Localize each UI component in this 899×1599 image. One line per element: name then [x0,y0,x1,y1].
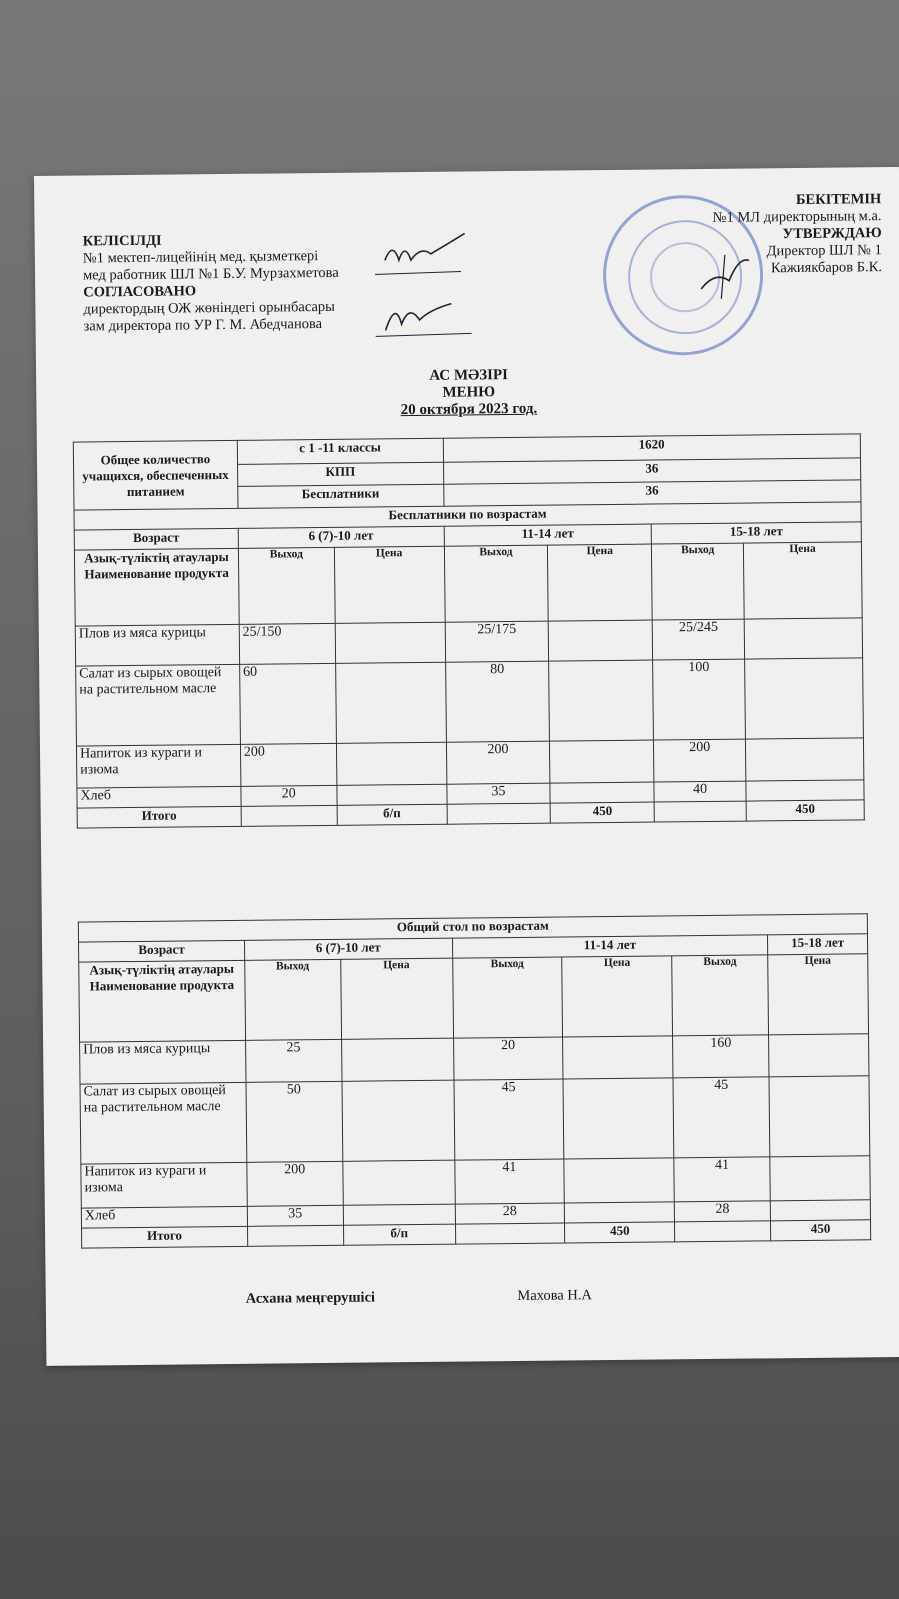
output-value: 25/175 [445,621,549,662]
deputy-ru: зам директора по УР Г. М. Абедчанова [83,315,323,335]
output-value: 160 [673,1035,769,1078]
table-caption: Общий стол по возрастам [78,914,867,942]
summary-row-label: Бесплатники [238,484,444,508]
director-kz: №1 МЛ директорының м.а. [712,208,882,226]
free-meals-table [73,433,865,828]
general-meals-table [78,913,871,1248]
output-value: 200 [446,741,550,784]
summary-row-value: 36 [443,480,861,506]
output-value: 35 [446,783,550,804]
document-title [36,363,899,423]
output-value: 28 [455,1203,565,1224]
output-value: 45 [454,1079,565,1160]
age-group: 6 (7)-10 лет [244,938,452,960]
product-header: Азық-түліктің атаулары Наименование продукта [79,960,246,1042]
agreed-kz: КЕЛІСІЛДІ [82,232,162,250]
output-value: 41 [454,1159,564,1204]
output-value: 200 [654,739,746,782]
price-header: Цена [340,958,453,1039]
output-header: Выход [238,547,335,624]
summary-row-value: 1620 [443,434,861,462]
age-label: Возраст [74,528,238,550]
summary-row-label: КПП [237,462,443,486]
age-group: 11-14 лет [444,524,652,546]
age-group: 15-18 лет [651,522,861,544]
summary-row-label: с 1 -11 классы [237,438,443,464]
total-value: 450 [551,802,655,823]
total-value: б/п [337,804,447,825]
canteen-head-role: Асхана меңгерушісі [245,1289,376,1307]
output-value: 45 [673,1077,770,1158]
age-group: 15-18 лет [768,934,868,955]
product-name: Напиток из кураги и изюма [81,1162,247,1208]
output-header: Выход [245,959,342,1040]
price-header: Цена [548,544,653,621]
canteen-head-name: Махова Н.А [517,1287,593,1304]
total-label: Итого [82,1226,248,1248]
output-header: Выход [444,545,549,622]
price-header: Цена [562,956,673,1037]
output-value: 35 [247,1205,343,1226]
output-value: 25 [245,1039,341,1082]
output-value: 41 [674,1157,770,1202]
product-header: Азық-түліктің атаулары Наименование продукта [74,548,239,626]
approval-block [712,191,882,278]
price-header: Цена [768,954,869,1035]
product-name: Салат из сырых овощей на растительном масле [76,664,241,746]
output-value: 20 [453,1037,563,1080]
product-name: Салат из сырых овощей на растительном масле [80,1082,247,1164]
menu-document [34,167,899,1366]
title-ru: МЕНЮ [442,384,496,401]
director-name: Кажиякбаров Б.К. [770,259,883,277]
approve-ru: УТВЕРЖДАЮ [782,225,882,243]
output-value: 28 [674,1201,770,1222]
product-name: Плов из мяса курицы [75,624,239,666]
menu-date: 20 октября 2023 год. [400,400,538,419]
age-group: 11-14 лет [452,935,768,958]
product-name: Хлеб [77,786,241,808]
deputy-kz: директордың ОЖ жөніндегі орынбасары [83,298,335,318]
output-header: Выход [672,955,769,1036]
product-name: Плов из мяса курицы [80,1040,246,1084]
table-row [80,1076,870,1164]
age-label: Возраст [79,940,245,962]
output-value: 200 [247,1161,343,1206]
total-value: б/п [343,1224,455,1245]
signoff-line [246,1286,666,1307]
product-name: Хлеб [81,1206,247,1228]
signature-marks [371,231,482,342]
table-caption: Бесплатники по возрастам [74,502,861,530]
output-value: 80 [445,661,550,742]
output-header: Выход [652,543,745,620]
total-value: 450 [746,800,864,821]
output-value: 50 [246,1081,343,1162]
product-name: Напиток из кураги и изюма [76,744,240,788]
output-value: 25/150 [239,623,335,664]
total-label: Итого [77,806,241,828]
output-value: 100 [653,659,746,740]
medic-ru: мед работник ШЛ №1 Б.У. Мурзахметова [82,264,339,284]
output-value: 25/245 [652,619,744,660]
summary-label: Общее количество учащихся, обеспеченных питанием [73,440,238,510]
approve-kz: БЕКІТЕМІН [795,191,882,209]
age-group: 6 (7)-10 лет [238,526,444,548]
output-value: 60 [239,663,336,744]
price-header: Цена [744,542,863,619]
agreement-block [83,231,340,336]
summary-row-value: 36 [443,458,861,484]
output-header: Выход [452,957,563,1038]
title-kz: АС МӘЗІРІ [429,367,509,384]
output-value: 40 [654,781,746,802]
director-ru: Директор ШЛ № 1 [766,242,882,260]
price-header: Цена [334,546,445,623]
output-value: 200 [240,743,336,786]
output-value: 20 [241,785,337,806]
table-row [76,658,864,746]
medic-kz: №1 мектеп-лицейінің мед. қызметкері [82,248,319,267]
total-value: 450 [565,1222,675,1243]
agreed-ru: СОГЛАСОВАНО [83,283,197,301]
total-value: 450 [771,1220,871,1241]
